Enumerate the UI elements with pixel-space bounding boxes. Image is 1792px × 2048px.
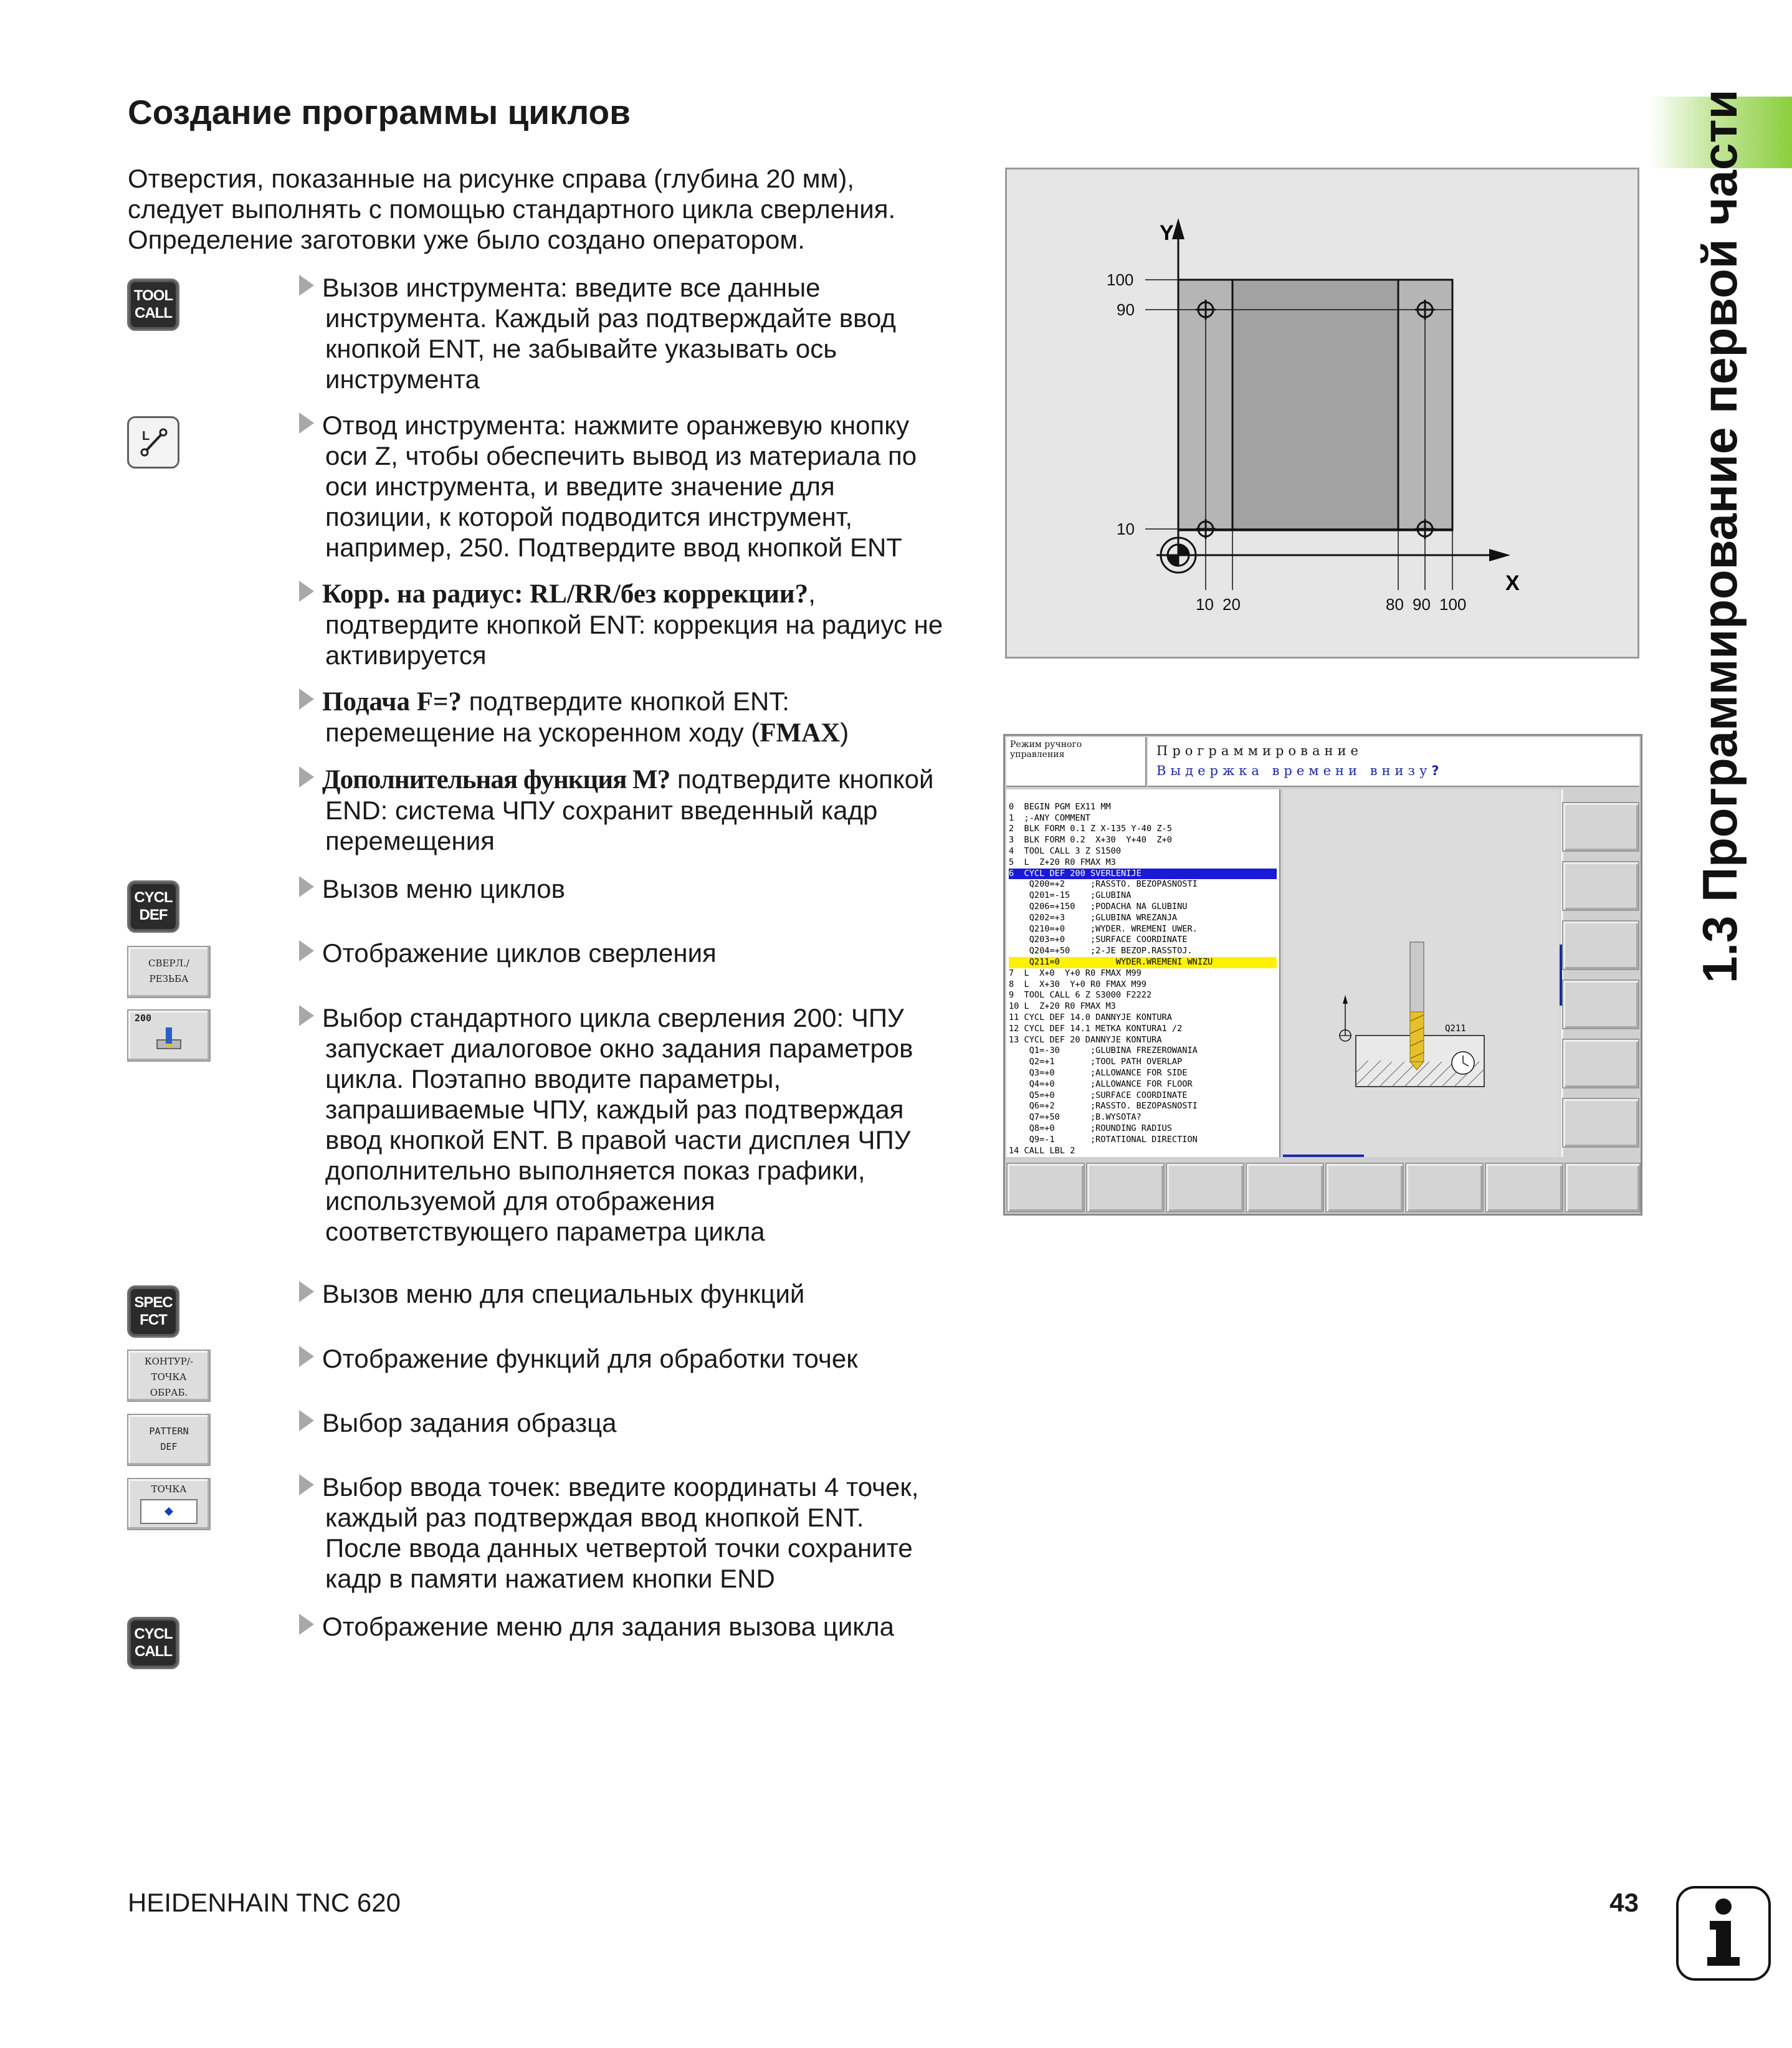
code-line: Q8=+0 ;ROUNDING RADIUS (1009, 1123, 1172, 1133)
code-line: Q202=+3 ;GLUBINA WREZANJA (1009, 912, 1178, 923)
horizontal-softkey-3[interactable] (1166, 1163, 1244, 1212)
code-line: Q9=-1 ;ROTATIONAL DIRECTION (1009, 1134, 1198, 1145)
x-tick-10: 10 (1196, 595, 1214, 614)
step-text: подтвердите кнопкой (670, 764, 934, 794)
code-line: Q1=-30 ;GLUBINA FREZEROWANIA (1009, 1045, 1198, 1056)
programming-header (1148, 737, 1639, 787)
cycle-200-softkey[interactable] (127, 1009, 211, 1062)
y-axis-label: Y (1160, 221, 1174, 245)
step-retract (299, 410, 960, 563)
point-icon (164, 1507, 174, 1517)
y-tick-100: 100 (1107, 270, 1134, 289)
horizontal-softkey-8[interactable] (1565, 1163, 1641, 1212)
step-text: подтвердите кнопкой ENT: (462, 687, 789, 716)
step-tool-call (299, 272, 960, 394)
x-tick-80: 80 (1386, 595, 1404, 614)
code-line: 10 L Z+20 R0 FMAX M3 (1009, 1001, 1116, 1012)
code-line: Q210=+0 ;WYDER. WREMENI UWER. (1009, 923, 1198, 934)
code-line: Q200=+2 ;RASSTO. BEZOPASNOSTI (1009, 879, 1198, 890)
step-text: подтвердите кнопкой ENT: коррекция на радиус не (325, 610, 943, 639)
arrow-right-icon (299, 1346, 314, 1367)
softkey-label: ОБРАБ. (150, 1387, 188, 1398)
dialog-question-mark: ? (1431, 763, 1444, 778)
step-text: Отвод инструмента: нажмите оранжевую кнопку (322, 411, 910, 440)
step-text: Отображение меню для задания вызова цикла (322, 1612, 895, 1641)
code-line: 5 L Z+20 R0 FMAX M3 (1009, 857, 1116, 867)
drawing-svg (1007, 169, 1637, 657)
arrow-right-icon (299, 581, 314, 602)
step-text: соответствующего параметра цикла (325, 1217, 765, 1246)
workpiece-drawing (1005, 168, 1639, 659)
key-label: TOOL (133, 287, 173, 304)
code-line: 7 L X+0 Y+0 R0 FMAX M99 (1009, 968, 1141, 978)
step-text: , (808, 579, 816, 608)
code-line: Q2=+1 ;TOOL PATH OVERLAP (1009, 1057, 1183, 1067)
step-text: ввод кнопкой ENT. В правой части дисплея ЧПУ (325, 1125, 911, 1155)
softkey-label: РЕЗЬБА (149, 973, 189, 984)
q211-label: Q211 (1445, 1024, 1466, 1034)
code-line: Q204=+50 ;2-JE BEZOP.RASSTOJ. (1009, 946, 1193, 956)
x-tick-100: 100 (1439, 595, 1467, 614)
workpiece-center (1232, 280, 1398, 530)
intro-line: Определение заготовки уже было создано оператором. (128, 225, 805, 254)
step-radius-comp (299, 578, 960, 670)
dialog-prompt: Дополнительная функция M? (322, 765, 670, 794)
softkey-label: ТОЧКА (151, 1371, 187, 1383)
softkey-row-indicator (1283, 1155, 1364, 1157)
program-listing[interactable] (1006, 789, 1280, 1157)
key-label: DEF (139, 907, 168, 923)
step-text: END: система ЧПУ сохранит введенный кадр (325, 796, 878, 825)
fmax-label: FMAX (760, 718, 841, 748)
cnc-screen (1003, 734, 1642, 1216)
code-line: 14 CALL LBL 2 (1009, 1145, 1075, 1156)
point-preview (140, 1499, 198, 1524)
vertical-softkey-4[interactable] (1562, 979, 1639, 1029)
horizontal-softkey-5[interactable] (1325, 1163, 1404, 1212)
intro-paragraph (128, 163, 981, 255)
code-line: 3 BLK FORM 0.2 X+30 Y+40 Z+0 (1009, 835, 1172, 845)
code-line: 0 BEGIN PGM EX11 MM (1009, 801, 1111, 812)
step-text: Выбор ввода точек: введите координаты 4 точек, (322, 1472, 919, 1502)
step-text: например, 250. Подтвердите ввод кнопкой ENT (325, 533, 902, 562)
key-label: FCT (140, 1312, 167, 1328)
step-drill-cycles (299, 938, 960, 968)
arrow-right-icon (299, 688, 314, 710)
intro-line: Отверстия, показанные на рисунке справа (глубина 20 мм), (128, 164, 855, 193)
code-line: 12 CYCL DEF 14.1 METKA KONTURA1 /2 (1009, 1023, 1183, 1034)
step-cycle-200 (299, 1003, 960, 1247)
softkey-label: DEF (160, 1441, 178, 1452)
tool-call-key[interactable] (127, 279, 179, 331)
page-number: 43 (1609, 1888, 1639, 1917)
step-cycle-call (299, 1611, 960, 1642)
operating-mode-panel (1006, 737, 1146, 787)
step-point-functions (299, 1343, 960, 1374)
step-text: перемещения (325, 826, 495, 855)
code-line: Q3=+0 ;ALLOWANCE FOR SIDE (1009, 1067, 1188, 1078)
cycl-def-key[interactable] (127, 880, 179, 933)
code-line: 13 CYCL DEF 20 DANNYJE KONTURA (1009, 1034, 1162, 1045)
horizontal-softkey-2[interactable] (1086, 1163, 1165, 1212)
arrow-right-icon (299, 876, 314, 897)
step-text: запускает диалоговое окно задания параметров (325, 1034, 913, 1063)
step-text: ) (840, 718, 849, 747)
code-line: 8 L X+30 Y+0 R0 FMAX M99 (1009, 979, 1146, 989)
vertical-softkey-3[interactable] (1562, 920, 1639, 970)
code-line: Q5=+0 ;SURFACE COORDINATE (1009, 1090, 1188, 1100)
y-arrow (1172, 218, 1184, 239)
cycle-help-graphic (1283, 789, 1560, 1157)
contour-point-softkey[interactable] (127, 1350, 211, 1402)
code-line: Q7=+50 ;B.WYSOTA? (1009, 1112, 1141, 1123)
step-text: дополнительно выполняется показ графики, (325, 1156, 865, 1185)
intro-line: следует выполнять с помощью стандартного цикла сверления. (128, 194, 896, 224)
code-line: Q206=+150 ;PODACHA NA GLUBINU (1009, 901, 1188, 912)
step-points-input (299, 1472, 960, 1594)
step-text: инструмента. Каждый раз подтверждайте ввод (325, 303, 896, 333)
chapter-title: 1.3 Программирование первой части (1692, 89, 1747, 983)
x-axis-label: X (1505, 571, 1520, 595)
step-text: используемой для отображения (325, 1186, 715, 1216)
key-label: CYCL (134, 1626, 173, 1642)
x-tick-90: 90 (1413, 595, 1431, 614)
page-title: Создание программы циклов (128, 93, 631, 131)
code-line-editing[interactable]: Q211=0 WYDER.WREMENI WNIZU (1009, 957, 1277, 968)
dialog-question: Выдержка времени внизу (1156, 763, 1432, 778)
step-text: Выбор стандартного цикла сверления 200: ЧПУ (322, 1003, 904, 1032)
info-icon (1676, 1886, 1771, 1981)
step-text: Вызов меню циклов (322, 874, 565, 903)
step-spec-fct (299, 1279, 960, 1309)
x-tick-20: 20 (1222, 595, 1241, 614)
cycle-graphic-svg (1283, 789, 1560, 1157)
step-text: кадр в памяти нажатием кнопки END (325, 1564, 775, 1593)
mode-text: Режим ручного (1010, 740, 1082, 750)
softkey-label: 200 (135, 1012, 152, 1024)
step-text: Отображение функций для обработки точек (322, 1344, 858, 1373)
arrow-right-icon (299, 940, 314, 961)
vertical-softkey-6[interactable] (1562, 1098, 1639, 1148)
spec-fct-key[interactable] (127, 1285, 179, 1338)
info-glyph (1692, 1896, 1755, 1971)
point-softkey[interactable] (127, 1478, 211, 1530)
arrow-right-icon (299, 275, 314, 296)
horizontal-softkey-6[interactable] (1405, 1163, 1484, 1212)
arrow-right-icon (299, 1614, 314, 1635)
path-line-icon (135, 424, 172, 461)
drill-cycle-icon (153, 1026, 184, 1051)
cycl-call-key[interactable] (127, 1617, 179, 1669)
step-text: инструмента (325, 364, 480, 394)
step-feed (299, 686, 960, 748)
horizontal-softkey-4[interactable] (1246, 1163, 1324, 1212)
step-misc-function (299, 764, 960, 856)
step-pattern (299, 1407, 960, 1438)
code-line: Q6=+2 ;RASSTO. BEZOPASNOSTI (1009, 1101, 1198, 1112)
x-arrow (1489, 549, 1510, 561)
key-label: CALL (135, 1643, 172, 1660)
arrow-right-icon (299, 1005, 314, 1026)
key-label: CYCL (134, 889, 173, 906)
step-text: активируется (325, 641, 487, 670)
code-line: Q203=+0 ;SURFACE COORDINATE (1009, 935, 1188, 945)
horizontal-softkey-7[interactable] (1485, 1163, 1563, 1212)
code-line: 4 TOOL CALL 3 Z S1500 (1009, 845, 1122, 856)
y-tick-10: 10 (1117, 520, 1135, 538)
step-text: Вызов меню для специальных функций (322, 1279, 805, 1308)
horizontal-softkey-1[interactable] (1006, 1163, 1085, 1212)
softkey-label: PATTERN (149, 1426, 189, 1437)
code-line: 11 CYCL DEF 14.0 DANNYJE KONTURA (1009, 1012, 1172, 1022)
code-line: 2 BLK FORM 0.1 Z X-135 Y-40 Z-5 (1009, 824, 1172, 834)
vertical-softkey-1[interactable] (1562, 802, 1639, 852)
mode-text: управления (1010, 750, 1065, 760)
axis-l-key[interactable] (127, 416, 179, 469)
y-tick-90: 90 (1117, 300, 1135, 319)
vertical-softkey-2[interactable] (1562, 861, 1639, 911)
svg-text:L: L (142, 429, 150, 443)
dialog-prompt: Корр. на радиус: RL/RR/без коррекции? (322, 579, 809, 609)
arrow-right-icon (299, 1410, 314, 1431)
step-text: кнопкой ENT, не забывайте указывать ось (325, 334, 837, 363)
pattern-def-softkey[interactable] (127, 1414, 211, 1466)
arrow-right-icon (299, 1281, 314, 1302)
step-text: позиции, к которой подводится инструмент, (325, 502, 853, 531)
step-text: каждый раз подтверждая ввод кнопкой ENT. (325, 1503, 864, 1532)
step-cycle-menu (299, 874, 960, 904)
step-text: Отображение циклов сверления (322, 938, 717, 968)
step-text: запрашиваемые ЧПУ, каждый раз подтверждая (325, 1095, 904, 1124)
code-line-active: 6 CYCL DEF 200 SVERLENIJE (1009, 869, 1277, 880)
step-text: перемещение на ускоренном ходу ( (325, 718, 760, 747)
step-text: После ввода данных четвертой точки сохраните (325, 1533, 913, 1563)
dialog-prompt: Подача F=? (322, 687, 462, 717)
code-line: Q4=+0 ;ALLOWANCE FOR FLOOR (1009, 1079, 1193, 1089)
drill-thread-softkey[interactable] (127, 946, 211, 998)
key-label: SPEC (134, 1294, 173, 1311)
softkey-label: КОНТУР/- (144, 1356, 194, 1367)
arrow-right-icon (299, 1474, 314, 1495)
footer-product: HEIDENHAIN TNC 620 (128, 1888, 401, 1917)
key-label: CALL (135, 305, 172, 321)
step-text: оси Z, чтобы обеспечить вывод из материала по (325, 441, 917, 470)
step-text: Вызов инструмента: введите все данные (322, 273, 821, 302)
softkey-label: СВЕРЛ./ (148, 958, 189, 969)
arrow-right-icon (299, 766, 314, 788)
vertical-softkey-5[interactable] (1562, 1039, 1639, 1088)
step-text: Выбор задания образца (322, 1408, 617, 1437)
step-text: оси инструмента, и введите значение для (325, 472, 835, 501)
code-line: 9 TOOL CALL 6 Z S3000 F2222 (1009, 990, 1152, 1001)
code-line: 1 ;-ANY COMMENT (1009, 812, 1090, 823)
programming-mode-title: Программирование (1156, 743, 1363, 758)
arrow-right-icon (299, 412, 314, 434)
step-text: цикла. Поэтапно вводите параметры, (325, 1064, 781, 1093)
softkey-label: ТОЧКА (151, 1484, 187, 1495)
code-line: Q201=-15 ;GLUBINA (1009, 890, 1132, 901)
